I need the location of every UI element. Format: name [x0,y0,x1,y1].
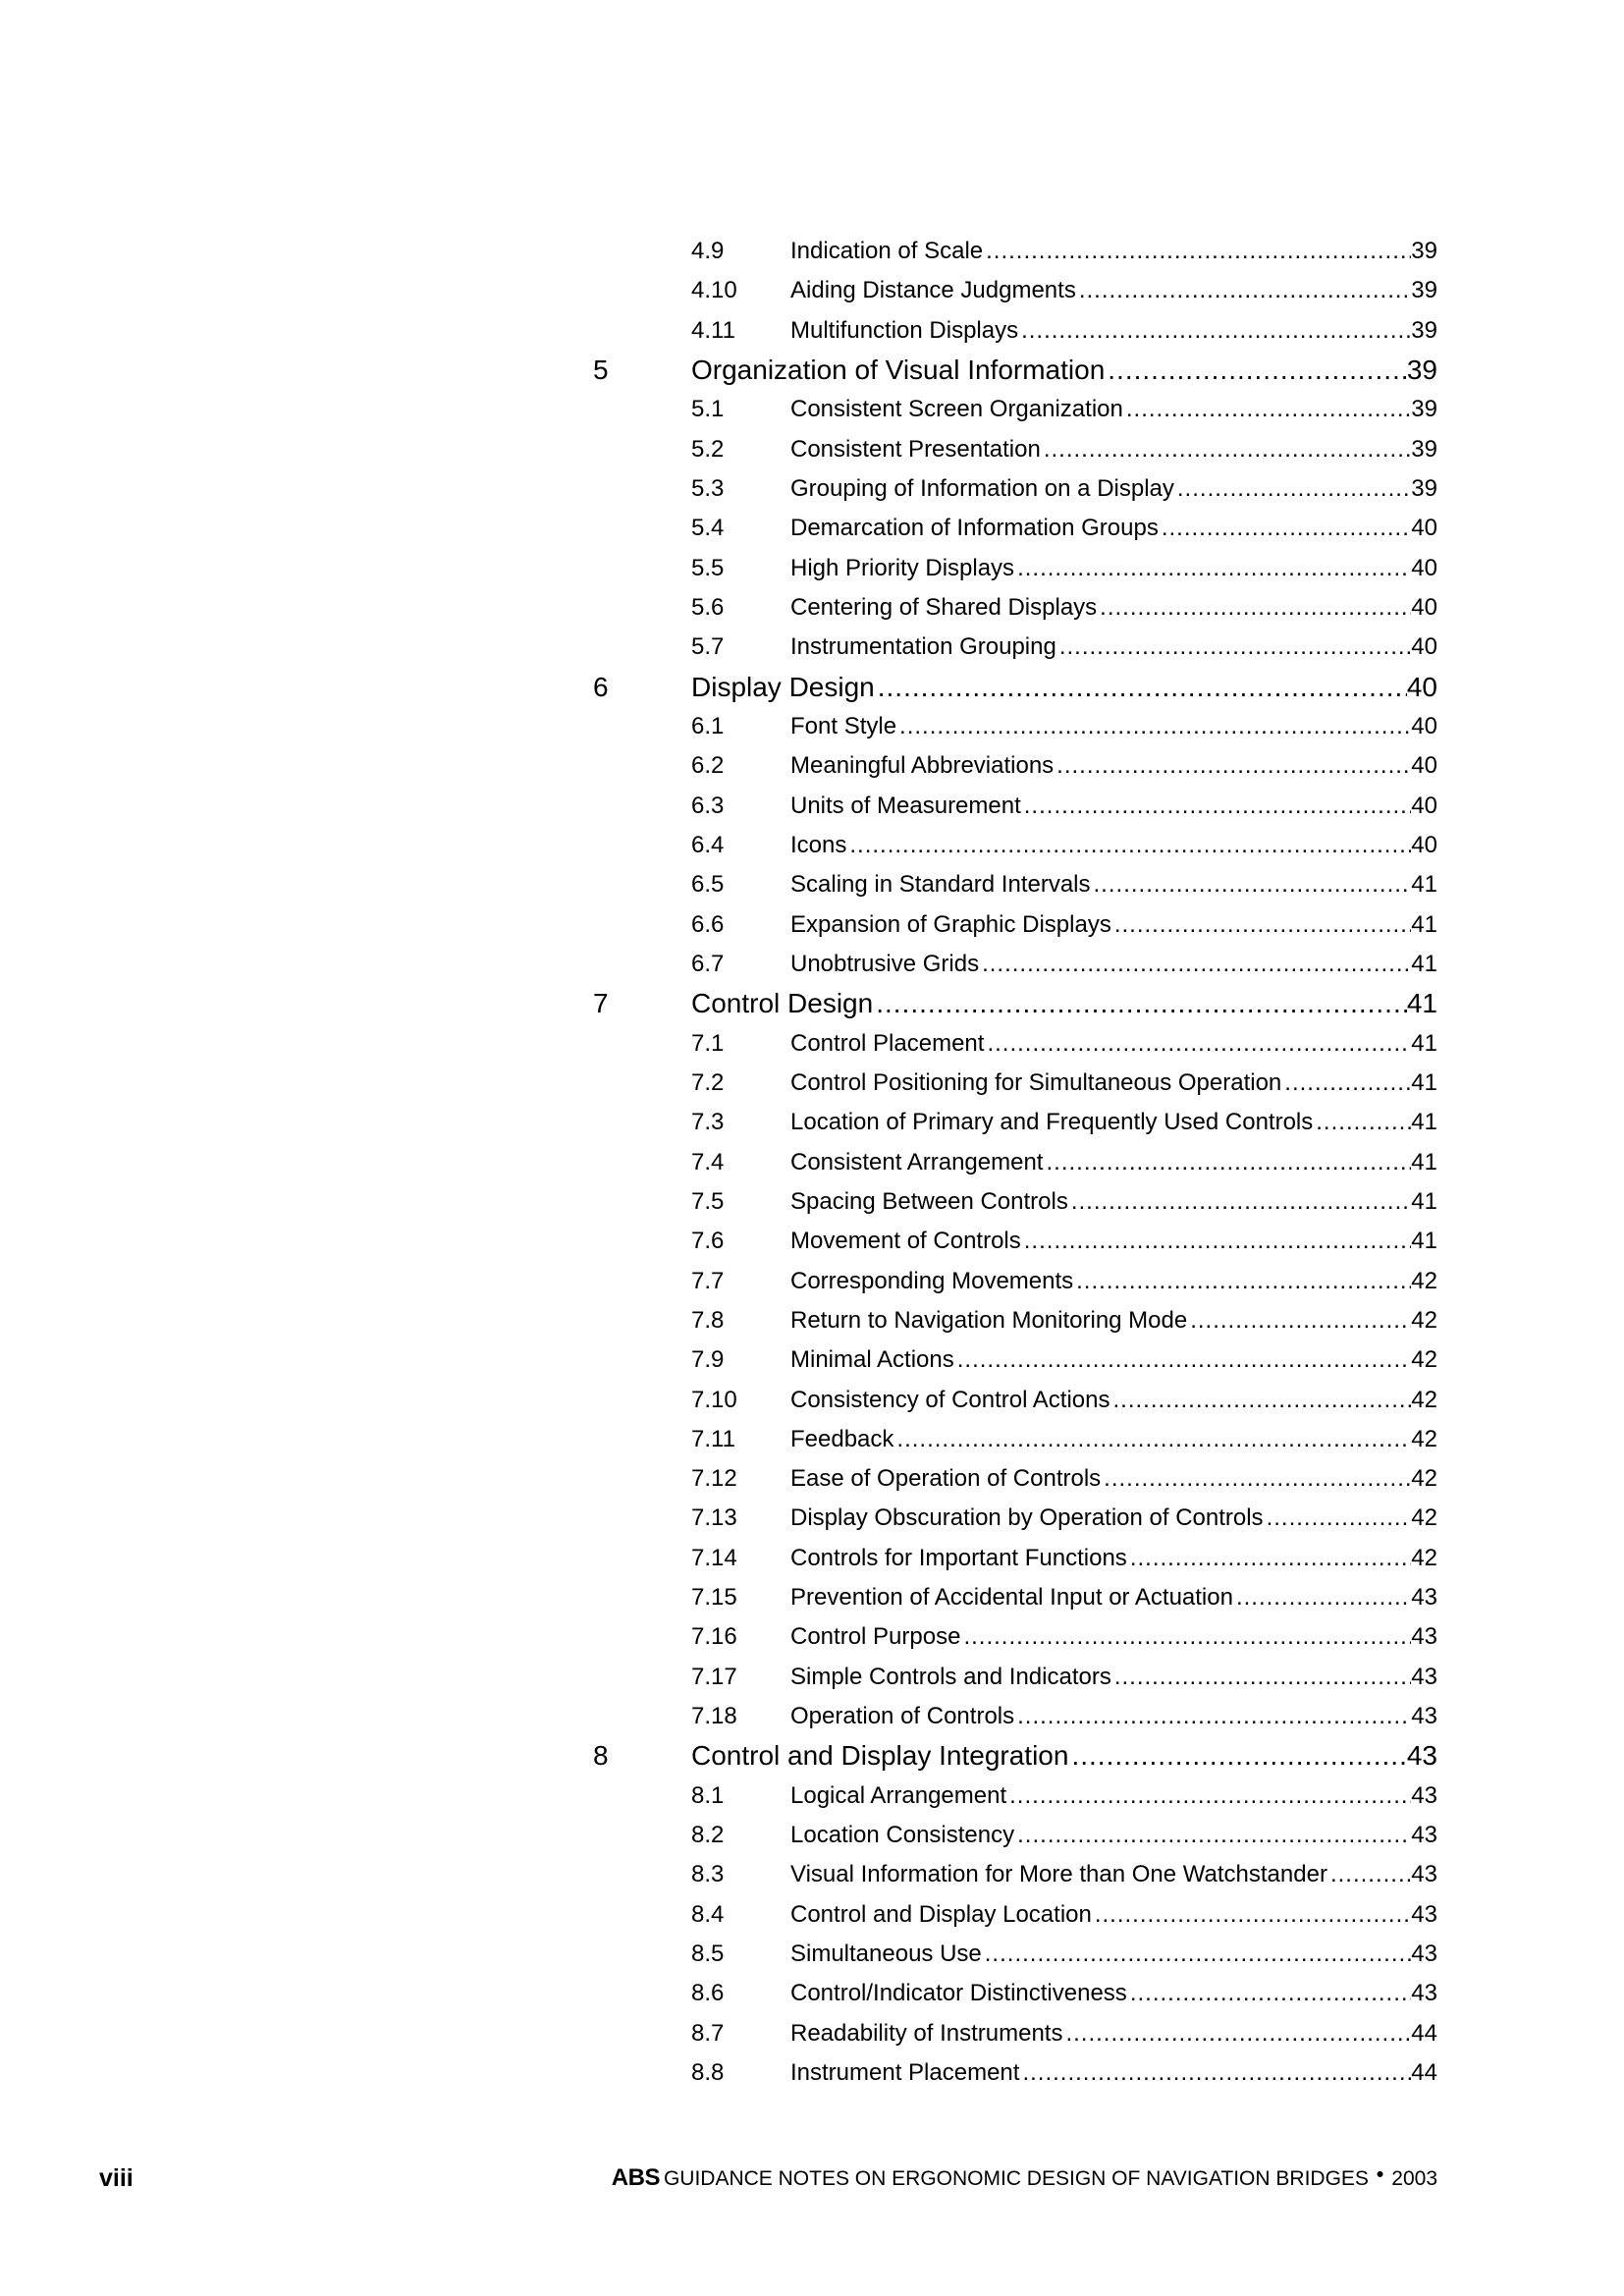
toc-entry-page: 43 [1411,1583,1437,1611]
toc-entry-number: 5.6 [691,593,725,621]
toc-entry-number: 6.3 [691,792,725,819]
dot-leader [1079,271,1411,310]
toc-entry-title: Control Design [691,988,874,1019]
footer-year: 2003 [1391,2167,1437,2190]
toc-entry-number: 7.9 [691,1346,725,1374]
toc-entry-number: 5.5 [691,554,725,581]
toc-entry-line [790,1658,1437,1697]
toc-entry-page: 41 [1411,1188,1437,1216]
toc-entry-line [790,509,1437,548]
dot-leader [1095,1895,1411,1935]
toc-entry-number: 7.6 [691,1228,725,1255]
toc-section-entry [0,311,1624,351]
toc-entry-line [790,1777,1437,1816]
toc-entry-page: 40 [1411,515,1437,542]
toc-entry-line [790,1024,1437,1064]
toc-entry-number: 4.11 [691,316,735,344]
toc-section-entry [0,1301,1624,1340]
toc-entry-line [790,905,1437,945]
dot-leader [1021,311,1411,351]
toc-entry-line [790,1855,1437,1894]
dot-leader [1009,1777,1411,1816]
toc-entry-number: 5 [593,354,609,385]
toc-entry-title: Display Design [691,671,875,702]
toc-entry-page: 41 [1411,1029,1437,1057]
dot-leader [963,1617,1411,1657]
toc-entry-page: 43 [1411,1900,1437,1928]
toc-entry-line [790,1381,1437,1420]
toc-entry-page: 41 [1411,871,1437,899]
dot-leader [1126,390,1411,429]
toc-entry-number: 7 [593,988,609,1019]
toc-entry-number: 7.5 [691,1188,725,1216]
dot-leader [1114,1658,1411,1697]
toc-entry-page: 39 [1411,238,1437,264]
toc-entry-line [790,1499,1437,1538]
dot-leader [849,826,1411,865]
dot-leader [1017,1697,1411,1736]
toc-entry-line [691,351,1437,390]
toc-entry-title: Prevention of Accidental Input or Actuation [790,1583,1233,1611]
toc-entry-title: Expansion of Graphic Displays [790,910,1111,938]
toc-entry-page: 43 [1411,1702,1437,1729]
toc-entry-number: 7.17 [691,1663,737,1690]
toc-entry-line [790,232,1437,271]
toc-entry-page: 43 [1411,1861,1437,1888]
toc-entry-page: 43 [1411,1822,1437,1849]
toc-entry-line [790,2014,1437,2053]
toc-entry-page: 41 [1406,988,1437,1019]
toc-entry-title: Grouping of Information on a Display [790,475,1174,503]
toc-entry-title: Indication of Scale [790,238,984,264]
toc-entry-line [790,1143,1437,1182]
toc-entry-page: 44 [1411,2019,1437,2047]
toc-entry-page: 39 [1411,396,1437,423]
toc-entry-line [790,1697,1437,1736]
toc-entry-line [790,588,1437,628]
toc-section-entry [0,430,1624,469]
toc-entry-number: 8.2 [691,1822,725,1849]
dot-leader [1113,1381,1412,1420]
dot-leader [1162,509,1411,548]
toc-entry-line [790,1895,1437,1935]
toc-section-entry [0,509,1624,548]
toc-entry-number: 5.4 [691,515,725,542]
toc-entry-title: Location Consistency [790,1822,1015,1849]
toc-section-entry [0,865,1624,904]
toc-section-entry [0,2014,1624,2053]
dot-leader [1130,1539,1411,1578]
toc-chapter-entry [0,1736,1624,1777]
toc-entry-number: 6.6 [691,910,725,938]
toc-entry-title: Spacing Between Controls [790,1188,1068,1216]
dot-leader [878,668,1407,707]
toc-entry-title: Movement of Controls [790,1228,1021,1255]
toc-entry-page: 43 [1411,1623,1437,1651]
toc-entry-number: 8.1 [691,1781,725,1809]
toc-entry-number: 7.18 [691,1702,737,1729]
toc-entry-number: 8.5 [691,1940,725,1967]
toc-entry-title: Centering of Shared Displays [790,593,1098,621]
toc-entry-number: 7.4 [691,1148,725,1175]
toc-section-entry [0,1024,1624,1064]
toc-entry-number: 5.2 [691,435,725,463]
toc-entry-title: Ease of Operation of Controls [790,1465,1102,1493]
toc-entry-number: 4.9 [691,238,725,264]
dot-leader [1065,2014,1411,2053]
toc-entry-title: Control Purpose [790,1623,961,1651]
toc-entry-page: 40 [1406,671,1437,702]
toc-section-entry [0,1617,1624,1657]
toc-entry-line [790,746,1437,786]
dot-leader [1071,1182,1411,1222]
dot-leader [1100,588,1411,628]
dot-leader [1108,351,1407,390]
toc-entry-line [790,390,1437,429]
toc-entry-number: 7.15 [691,1583,737,1611]
toc-chapter-entry [0,984,1624,1024]
toc-section-entry [0,826,1624,865]
toc-entry-line [790,549,1437,588]
toc-section-entry [0,1222,1624,1261]
dot-leader [1056,746,1411,786]
toc-entry-line [790,1420,1437,1459]
toc-entry-number: 7.13 [691,1504,737,1532]
toc-entry-page: 42 [1411,1346,1437,1374]
dot-leader [1076,1262,1411,1301]
toc-entry-title: Simultaneous Use [790,1940,982,1967]
toc-section-entry [0,945,1624,984]
toc-entry-line [790,1617,1437,1657]
toc-entry-line [790,1064,1437,1103]
toc-entry-number: 5.3 [691,475,725,503]
toc-section-entry [0,549,1624,588]
toc-entry-number: 7.3 [691,1109,725,1136]
dot-leader [1022,2053,1411,2093]
dot-leader [1330,1855,1411,1894]
dot-leader [899,707,1411,746]
toc-entry-title: Instrumentation Grouping [790,633,1056,661]
toc-entry-title: Unobtrusive Grids [790,950,980,977]
toc-entry-number: 8.3 [691,1861,725,1888]
toc-entry-page: 41 [1411,1148,1437,1175]
toc-entry-number: 4.10 [691,277,737,304]
toc-section-entry [0,1420,1624,1459]
toc-entry-title: Location of Primary and Frequently Used Controls [790,1109,1314,1136]
toc-entry-number: 7.7 [691,1267,725,1294]
toc-chapter-entry [0,668,1624,708]
dot-leader [1059,628,1411,667]
toc-section-entry [0,1340,1624,1380]
toc-entry-line [790,787,1437,826]
toc-entry-page: 41 [1411,950,1437,977]
toc-entry-page: 42 [1411,1504,1437,1532]
toc-entry-title: Consistent Presentation [790,435,1041,463]
toc-entry-line [790,1974,1437,2013]
toc-entry-line [790,628,1437,667]
toc-section-entry [0,1658,1624,1697]
toc-entry-title: Return to Navigation Monitoring Mode [790,1306,1188,1334]
toc-section-entry [0,588,1624,628]
dot-leader [1024,787,1412,826]
toc-section-entry [0,1459,1624,1499]
toc-entry-title: Display Obscuration by Operation of Controls [790,1504,1264,1532]
toc-entry-title: Control/Indicator Distinctiveness [790,1980,1127,2007]
toc-entry-title: Logical Arrangement [790,1781,1007,1809]
toc-section-entry [0,905,1624,945]
footer-title: GUIDANCE NOTES ON ERGONOMIC DESIGN OF NAVIGATION BRIDGES [663,2167,1369,2190]
toc-entry-line [790,1103,1437,1142]
dot-leader [987,1024,1411,1064]
toc-section-entry [0,1777,1624,1816]
toc-entry-page: 43 [1411,1663,1437,1690]
toc-entry-number: 6 [593,671,609,702]
toc-entry-title: Instrument Placement [790,2058,1020,2086]
toc-chapter-entry [0,351,1624,391]
toc-entry-page: 42 [1411,1465,1437,1493]
toc-entry-number: 8.7 [691,2019,725,2047]
toc-entry-page: 43 [1411,1940,1437,1967]
toc-entry-line [790,1340,1437,1380]
toc-entry-number: 6.1 [691,713,725,740]
toc-entry-title: Control and Display Integration [691,1740,1069,1772]
dot-leader [1177,469,1411,509]
dot-leader [1071,1736,1406,1776]
toc-entry-page: 42 [1411,1267,1437,1294]
dot-leader [1130,1974,1411,2013]
toc-entry-page: 39 [1411,277,1437,304]
toc-section-entry [0,1697,1624,1736]
toc-entry-title: High Priority Displays [790,554,1015,581]
toc-entry-title: Scaling in Standard Intervals [790,871,1091,899]
toc-entry-page: 43 [1406,1740,1437,1772]
toc-entry-line [790,1262,1437,1301]
toc-section-entry [0,232,1624,271]
toc-entry-number: 7.8 [691,1306,725,1334]
dot-leader [985,1935,1412,1974]
dot-leader [1024,1222,1412,1261]
toc-entry-page: 39 [1411,475,1437,503]
toc-entry-page: 39 [1411,316,1437,344]
toc-entry-number: 7.16 [691,1623,737,1651]
toc-entry-number: 7.11 [691,1425,735,1452]
toc-section-entry [0,390,1624,429]
toc-entry-line [790,1816,1437,1855]
dot-leader [1236,1578,1411,1617]
toc-section-entry [0,1499,1624,1538]
dot-leader [1267,1499,1412,1538]
toc-entry-number: 8.4 [691,1900,725,1928]
toc-entry-line [790,1459,1437,1499]
toc-entry-title: Corresponding Movements [790,1267,1074,1294]
toc-entry-title: Consistent Arrangement [790,1148,1044,1175]
toc-entry-page: 43 [1411,1781,1437,1809]
toc-entry-number: 5.7 [691,633,725,661]
dot-leader [1094,865,1412,904]
toc-entry-number: 5.1 [691,396,725,423]
toc-section-entry [0,2053,1624,2093]
dot-leader [1284,1064,1411,1103]
toc-entry-line [691,984,1437,1023]
toc-section-entry [0,1103,1624,1142]
toc-entry-title: Aiding Distance Judgments [790,277,1076,304]
footer-separator: • [1376,2163,1384,2186]
dot-leader [957,1340,1412,1380]
toc-entry-page: 42 [1411,1306,1437,1334]
toc-entry-number: 6.5 [691,871,725,899]
toc-section-entry [0,787,1624,826]
toc-entry-page: 43 [1411,1980,1437,2007]
toc-entry-title: Controls for Important Functions [790,1544,1127,1571]
toc-entry-page: 41 [1411,1069,1437,1097]
toc-entry-title: Consistent Screen Organization [790,396,1123,423]
dot-leader [1044,430,1411,469]
toc-entry-page: 39 [1406,354,1437,385]
toc-entry-page: 40 [1411,593,1437,621]
toc-entry-title: Control and Display Location [790,1900,1092,1928]
toc-entry-line [790,826,1437,865]
footer-document-title [612,2159,1437,2199]
toc-section-entry [0,746,1624,786]
toc-entry-page: 41 [1411,910,1437,938]
dot-leader [1316,1103,1411,1142]
toc-entry-title: Operation of Controls [790,1702,1015,1729]
toc-entry-number: 7.10 [691,1386,737,1413]
toc-entry-title: Multifunction Displays [790,316,1019,344]
toc-section-entry [0,1182,1624,1222]
toc-entry-page: 40 [1411,633,1437,661]
dot-leader [876,984,1407,1023]
dot-leader [982,945,1411,984]
toc-entry-line [790,945,1437,984]
toc-entry-page: 41 [1411,1109,1437,1136]
toc-entry-line [790,2053,1437,2093]
dot-leader [1017,1816,1411,1855]
dot-leader [1017,549,1411,588]
toc-entry-line [790,469,1437,509]
toc-entry-line [790,1301,1437,1340]
toc-entry-number: 6.4 [691,832,725,859]
toc-section-entry [0,1578,1624,1617]
toc-section-entry [0,1895,1624,1935]
toc-entry-title: Font Style [790,713,897,740]
toc-entry-title: Control Positioning for Simultaneous Operation [790,1069,1282,1097]
toc-entry-page: 41 [1411,1228,1437,1255]
toc-entry-title: Minimal Actions [790,1346,954,1374]
toc-entry-page: 40 [1411,554,1437,581]
toc-entry-title: Simple Controls and Indicators [790,1663,1111,1690]
toc-entry-page: 40 [1411,792,1437,819]
toc-entry-line [790,271,1437,310]
toc-entry-title: Meaningful Abbreviations [790,752,1055,780]
toc-entry-number: 6.7 [691,950,725,977]
toc-entry-page: 42 [1411,1386,1437,1413]
toc-entry-title: Visual Information for More than One Watchstander [790,1861,1327,1888]
toc-section-entry [0,628,1624,667]
toc-entry-title: Control Placement [790,1029,985,1057]
footer-brand-logo: ABS [611,2164,660,2191]
toc-entry-title: Readability of Instruments [790,2019,1063,2047]
toc-section-entry [0,1855,1624,1894]
toc-section-entry [0,707,1624,746]
toc-entry-line [790,1182,1437,1222]
toc-entry-page: 39 [1411,435,1437,463]
dot-leader [1190,1301,1411,1340]
toc-entry-title: Units of Measurement [790,792,1021,819]
toc-entry-page: 40 [1411,832,1437,859]
toc-entry-line [790,1935,1437,1974]
toc-section-entry [0,1262,1624,1301]
toc-entry-page: 44 [1411,2058,1437,2086]
toc-entry-title: Organization of Visual Information [691,354,1106,385]
toc-section-entry [0,1143,1624,1182]
toc-entry-line [790,311,1437,351]
table-of-contents [0,232,1624,2093]
toc-entry-line [790,707,1437,746]
toc-entry-number: 7.14 [691,1544,737,1571]
toc-entry-line [790,1222,1437,1261]
toc-section-entry [0,1816,1624,1855]
footer-page-number: viii [99,2164,134,2192]
toc-entry-title: Feedback [790,1425,894,1452]
toc-section-entry [0,1935,1624,1974]
toc-entry-page: 40 [1411,752,1437,780]
toc-entry-line [790,865,1437,904]
dot-leader [1046,1143,1411,1182]
toc-entry-number: 8.6 [691,1980,725,2007]
toc-entry-number: 7.1 [691,1029,725,1057]
toc-section-entry [0,1064,1624,1103]
toc-entry-line [790,1539,1437,1578]
toc-entry-line [691,668,1437,707]
toc-entry-line [790,1578,1437,1617]
toc-entry-title: Consistency of Control Actions [790,1386,1110,1413]
toc-entry-number: 6.2 [691,752,725,780]
toc-entry-line [790,430,1437,469]
toc-entry-number: 7.12 [691,1465,737,1493]
toc-section-entry [0,469,1624,509]
toc-entry-title: Demarcation of Information Groups [790,515,1159,542]
dot-leader [1104,1459,1411,1499]
toc-section-entry [0,1539,1624,1578]
toc-section-entry [0,1974,1624,2013]
toc-entry-number: 8.8 [691,2058,725,2086]
dot-leader [986,232,1411,271]
toc-entry-line [691,1736,1437,1776]
dot-leader [896,1420,1411,1459]
toc-section-entry [0,1381,1624,1420]
toc-entry-number: 7.2 [691,1069,725,1097]
toc-section-entry [0,271,1624,310]
toc-entry-page: 42 [1411,1425,1437,1452]
toc-entry-number: 8 [593,1740,609,1772]
toc-entry-title: Icons [790,832,847,859]
dot-leader [1114,905,1411,945]
toc-entry-page: 42 [1411,1544,1437,1571]
toc-entry-page: 40 [1411,713,1437,740]
